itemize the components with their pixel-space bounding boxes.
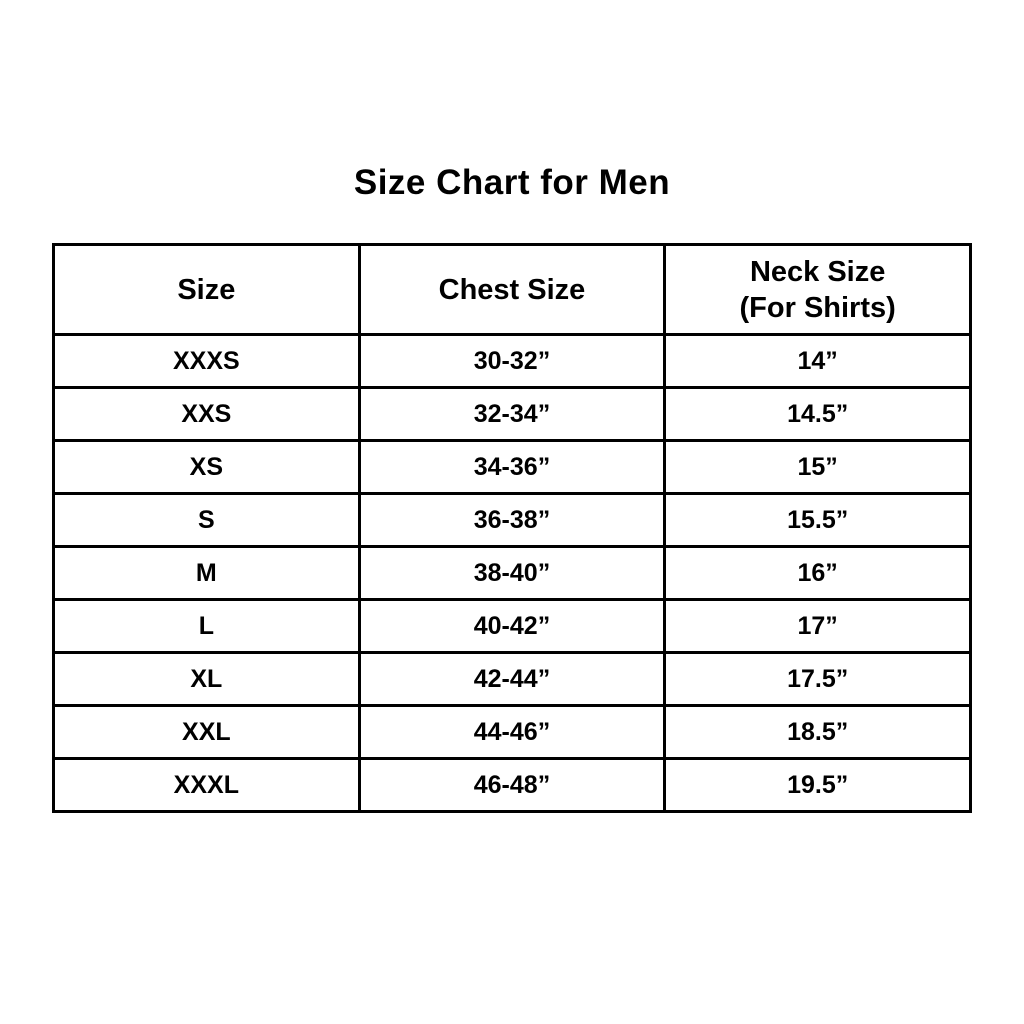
table-row: [54, 706, 971, 759]
chest-size-cell: 42-44”: [359, 653, 665, 706]
column-header-neck-size: [665, 245, 971, 335]
column-header-neck-size-sublabel: (For Shirts): [739, 291, 896, 324]
chest-size-cell: 38-40”: [359, 547, 665, 600]
table-row: [54, 441, 971, 494]
neck-size-cell: 14.5”: [665, 388, 971, 441]
chest-size-cell: 40-42”: [359, 600, 665, 653]
neck-size-cell: 17”: [665, 600, 971, 653]
table-row: [54, 335, 971, 388]
size-cell: XXS: [54, 388, 360, 441]
chest-size-cell: 32-34”: [359, 388, 665, 441]
page-title: Size Chart for Men: [353, 163, 671, 202]
size-cell: XXXS: [54, 335, 360, 388]
size-chart-table: [52, 243, 972, 813]
neck-size-cell: 19.5”: [665, 759, 971, 812]
size-cell: XXXL: [54, 759, 360, 812]
table-header: [54, 245, 971, 335]
neck-size-cell: 15.5”: [665, 494, 971, 547]
neck-size-cell: 16”: [665, 547, 971, 600]
neck-size-cell: 15”: [665, 441, 971, 494]
chest-size-cell: 34-36”: [359, 441, 665, 494]
chest-size-cell: 44-46”: [359, 706, 665, 759]
table-row: [54, 494, 971, 547]
table-row: [54, 547, 971, 600]
column-header-chest-size: Chest Size: [359, 245, 665, 335]
column-header-size: Size: [54, 245, 360, 335]
table-row: [54, 600, 971, 653]
header-row: [54, 245, 971, 335]
size-cell: XL: [54, 653, 360, 706]
chest-size-cell: 36-38”: [359, 494, 665, 547]
size-cell: M: [54, 547, 360, 600]
table-body: [54, 335, 971, 812]
size-cell: L: [54, 600, 360, 653]
table-row: [54, 388, 971, 441]
neck-size-cell: 18.5”: [665, 706, 971, 759]
column-header-neck-size-label: Neck Size: [749, 255, 886, 288]
size-cell: XS: [54, 441, 360, 494]
neck-size-cell: 14”: [665, 335, 971, 388]
size-cell: S: [54, 494, 360, 547]
table-row: [54, 759, 971, 812]
size-cell: XXL: [54, 706, 360, 759]
chest-size-cell: 46-48”: [359, 759, 665, 812]
neck-size-cell: 17.5”: [665, 653, 971, 706]
table-row: [54, 653, 971, 706]
chest-size-cell: 30-32”: [359, 335, 665, 388]
